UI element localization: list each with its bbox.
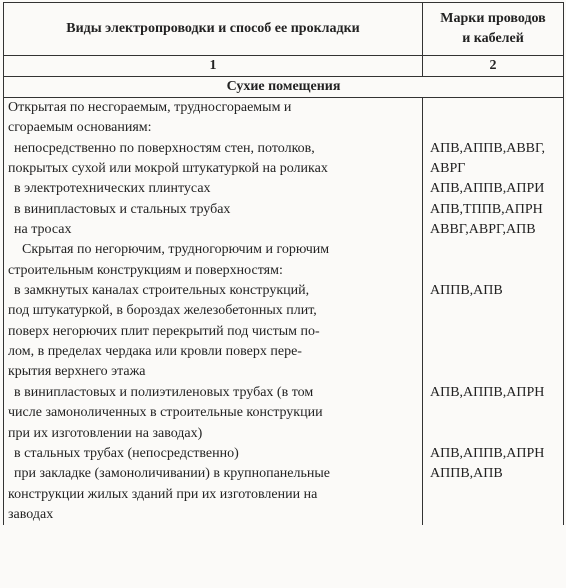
- description-line: в винипластовых и полиэтиленовых трубах (в том: [14, 384, 314, 400]
- description-line: в винипластовых и стальных трубах: [14, 201, 231, 217]
- cable-mark: АППВ,АПВ: [430, 283, 503, 299]
- cable-mark: [428, 240, 559, 260]
- description-line: крытия верхнего этажа: [8, 364, 146, 380]
- column-number-1: 1: [4, 56, 423, 77]
- description-line: Открытая по несгораемым, трудносгораемым и: [8, 100, 292, 115]
- column-numbers-row: [4, 56, 564, 77]
- cable-marks: [423, 98, 564, 526]
- cable-mark: АПВ,ТППВ,АПРН: [430, 201, 543, 217]
- description-line: конструкции жилых зданий при их изготовлении на: [8, 486, 318, 502]
- wiring-descriptions: [4, 98, 423, 526]
- description-line: Скрытая по негорючим, трудногорючим и горючим: [22, 242, 330, 258]
- cable-mark: [428, 301, 559, 321]
- description-line: в замкнутых каналах строительных конструкций,: [14, 283, 310, 299]
- description-line: поверх негорючих плит перекрытий под чистым по-: [8, 323, 320, 339]
- cable-mark: [428, 322, 559, 342]
- wiring-table: [3, 2, 564, 525]
- description-line: под штукатуркой, в бороздах железобетонных плит,: [8, 303, 317, 319]
- cable-mark: АПВ,АППВ,АПРН: [430, 384, 545, 400]
- section-row: [4, 77, 564, 98]
- cable-mark: [428, 98, 559, 118]
- description-line: заводах: [8, 506, 54, 522]
- cable-mark: [428, 505, 559, 525]
- description-line: покрытых сухой или мокрой штукатуркой на роликах: [8, 161, 328, 177]
- cable-mark: [428, 403, 559, 423]
- cable-mark: АППВ,АПВ: [430, 466, 503, 482]
- cable-mark: [428, 261, 559, 281]
- description-line: в электротехнических плинтусах: [14, 181, 211, 197]
- description-line: сгораемым основаниям:: [8, 120, 152, 136]
- cable-mark: [428, 342, 559, 362]
- description-line: строительным конструкциям и поверхностям:: [8, 262, 283, 278]
- description-line: при закладке (замоноличивании) в крупнопанельные: [14, 466, 330, 482]
- cable-mark: [428, 362, 559, 382]
- cable-mark: [428, 118, 559, 138]
- cable-mark: АПВ,АППВ,АПРИ: [430, 181, 545, 197]
- header-cable-brands-line2: и кабелей: [462, 31, 524, 46]
- column-number-2: 2: [423, 56, 564, 77]
- description-line: в стальных трубах (непосредственно): [14, 445, 239, 461]
- cable-mark: АВВГ,АВРГ,АПВ: [430, 222, 536, 238]
- cable-mark: АВРГ: [430, 161, 466, 177]
- cable-mark: [428, 485, 559, 505]
- header-cable-brands: [423, 3, 564, 56]
- cable-mark: АПВ,АППВ,АПРН: [430, 445, 545, 461]
- description-line: лом, в пределах чердака или кровли поверх пере-: [8, 344, 302, 360]
- section-title: Сухие помещения: [4, 77, 564, 98]
- header-cable-brands-line1: Марки проводов: [440, 11, 546, 26]
- cable-mark: [428, 424, 559, 444]
- header-row: [4, 3, 564, 56]
- header-wiring-types: Виды электропроводки и способ ее прокладки: [4, 3, 423, 56]
- description-line: на тросах: [14, 222, 72, 238]
- cable-mark: АПВ,АППВ,АВВГ,: [430, 140, 546, 156]
- table-body-row: [4, 98, 564, 526]
- description-line: числе замоноличенных в строительные конструкции: [8, 405, 323, 421]
- description-line: при их изготовлении на заводах): [8, 425, 203, 441]
- description-line: непосредственно по поверхностям стен, потолков,: [14, 140, 315, 156]
